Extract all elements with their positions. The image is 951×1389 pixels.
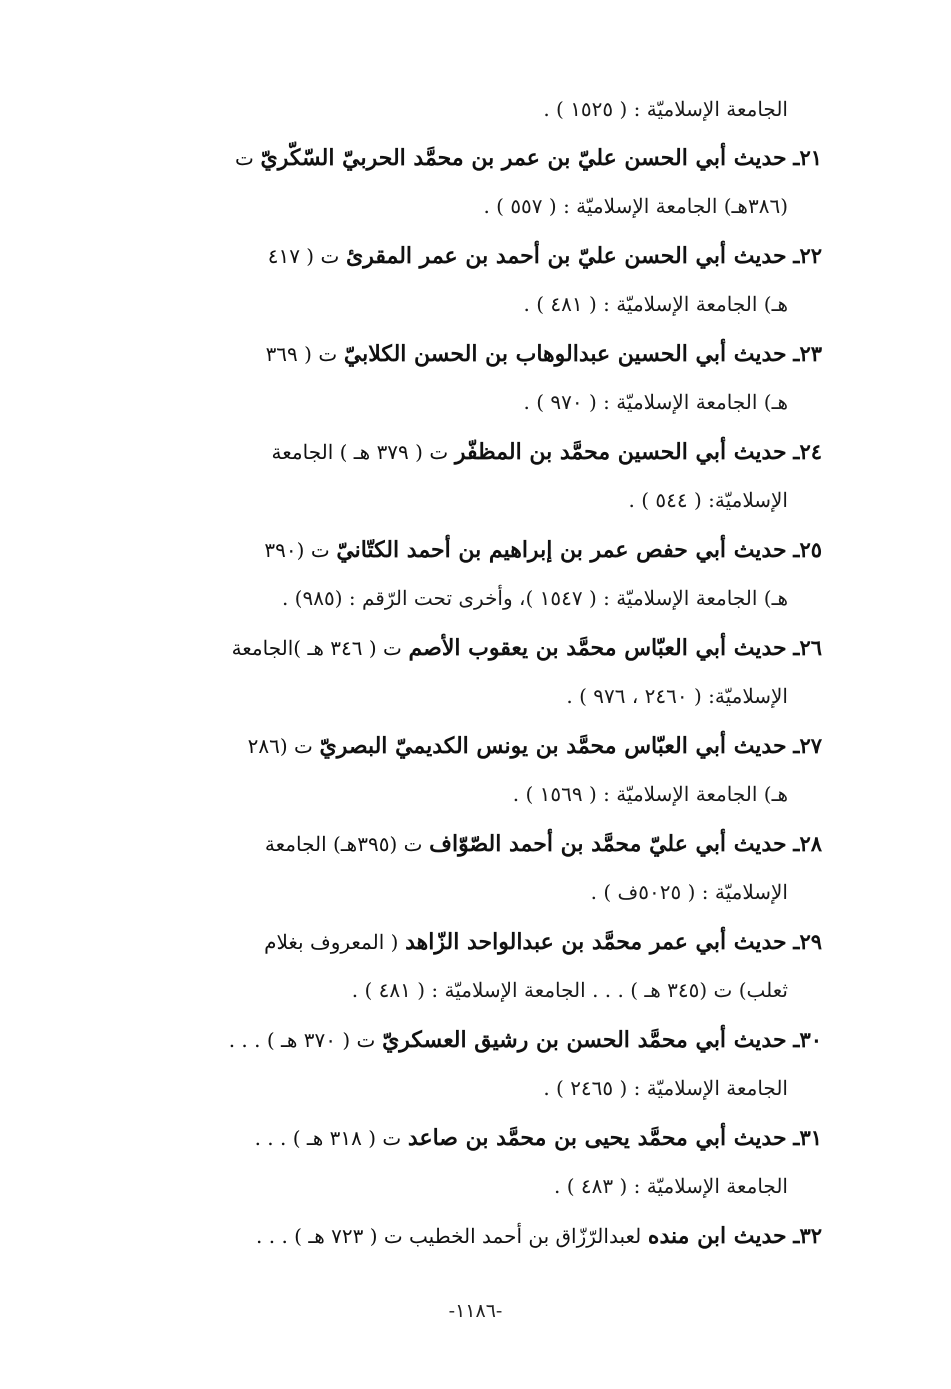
entry-death-date: ت (٢٨٦ (247, 734, 313, 758)
entry-32-heading (100, 1211, 822, 1260)
entry-number: ٣٠ـ (793, 1027, 822, 1052)
entry-number: ٣١ـ (793, 1125, 822, 1150)
entry-death-date: ت (235, 146, 254, 170)
entry-death-date: ت (٣٩٥هـ) الجامعة (264, 832, 423, 856)
entry-title: حديث ابن منده (647, 1223, 787, 1249)
entry-death-date: ت ( ٣٤٦ هـ )الجامعة (231, 636, 402, 660)
entry-22-heading (100, 231, 822, 280)
entry-number: ٢٦ـ (793, 635, 822, 660)
entry-number: ٢٧ـ (793, 733, 822, 758)
entry-number: ٢٢ـ (793, 243, 822, 268)
entry-death-date: لعبدالرّزّاق بن أحمد الخطيب ت ( ٧٢٣ هـ ) . . . (256, 1224, 642, 1248)
entry-21-heading (100, 133, 822, 182)
entry-27-reference: هـ) الجامعة الإسلاميّة : ( ١٥٦٩ ) . (512, 782, 788, 806)
entry-title: حديث أبي محمَّد الحسن بن رشيق العسكريّ (382, 1027, 787, 1053)
entry-26-heading (100, 623, 822, 672)
entry-23-heading (100, 329, 822, 378)
entry-title: حديث أبي محمَّد يحيى بن محمَّد بن صاعد (407, 1125, 787, 1151)
entry-31-reference: الجامعة الإسلاميّة : ( ٤٨٣ ) . (554, 1174, 788, 1198)
top-continuation-line: الجامعة الإسلاميّة : ( ١٥٢٥ ) . (543, 97, 788, 121)
entry-death-date: ت ( ٣٧٠ هـ ) . . . (228, 1028, 376, 1052)
entry-title: حديث أبي الحسين محمَّد بن المظفّر (454, 439, 787, 465)
entry-death-date: ت (٣٩٠ (264, 538, 330, 562)
entry-number: ٢٣ـ (793, 341, 822, 366)
entry-23-reference: هـ) الجامعة الإسلاميّة : ( ٩٧٠ ) . (523, 390, 788, 414)
entry-30-heading (100, 1015, 822, 1064)
entry-title: حديث أبي حفص عمر بن إبراهيم بن أحمد الكتّانيّ (336, 537, 787, 563)
entry-24-heading (100, 427, 822, 476)
page-number: -١١٨٦- (448, 1300, 503, 1322)
entry-title: حديث أبي العبّاس محمَّد بن يعقوب الأصم (408, 635, 787, 661)
entry-number: ٢٥ـ (793, 537, 822, 562)
entry-28-reference: الإسلاميّة : ( ٥٠٢٥ف ) . (590, 880, 788, 904)
hadith-list (100, 86, 822, 1260)
entry-death-date: ت ( ٣٧٩ هـ ) الجامعة (271, 440, 449, 464)
entry-title: حديث أبي عمر محمَّد بن عبدالواحد الزّاهد (405, 929, 787, 955)
entry-number: ٢٩ـ (793, 929, 822, 954)
entry-31-heading (100, 1113, 822, 1162)
entry-30-reference: الجامعة الإسلاميّة : ( ٢٤٦٥ ) . (543, 1076, 788, 1100)
entry-title: حديث أبي الحسين عبدالوهاب بن الحسن الكلابيّ (343, 341, 787, 367)
entry-number: ٢٨ـ (793, 831, 822, 856)
entry-26-reference: الإسلاميّة: ( ٢٤٦٠ ، ٩٧٦ ) . (566, 684, 788, 708)
entry-25-heading (100, 525, 822, 574)
entry-25-reference: هـ) الجامعة الإسلاميّة : ( ١٥٤٧ )، وأخرى تحت الرّقم : (٩٨٥) . (281, 586, 788, 610)
entry-title: حديث أبي الحسن عليّ بن عمر بن محمَّد الحربيّ السّكّريّ (260, 145, 787, 171)
entry-title: حديث أبي الحسن عليّ بن أحمد بن عمر المقرئ (346, 243, 787, 269)
entry-title: حديث أبي العبّاس محمَّد بن يونس الكديميّ البصريّ (319, 733, 787, 759)
entry-number: ٢٤ـ (793, 439, 822, 464)
entry-22-reference: هـ) الجامعة الإسلاميّة : ( ٤٨١ ) . (523, 292, 788, 316)
entry-title: حديث أبي عليّ محمَّد بن أحمد الصّوّاف (429, 831, 787, 857)
entry-27-heading (100, 721, 822, 770)
entry-death-date: ( المعروف بغلام (264, 930, 399, 954)
entry-death-date: ت ( ٣١٨ هـ ) . . . (254, 1126, 402, 1150)
entry-29-reference: ثعلب) ت (٣٤٥ هـ ) . . . الجامعة الإسلاميّة : ( ٤٨١ ) . (351, 978, 788, 1002)
entry-number: ٢١ـ (793, 145, 822, 170)
entry-24-reference: الإسلاميّة: ( ٥٤٤ ) . (628, 488, 788, 512)
entry-death-date: ت ( ٤١٧ (267, 244, 340, 268)
entry-21-reference: (٣٨٦هـ) الجامعة الإسلاميّة : ( ٥٥٧ ) . (483, 194, 788, 218)
entry-29-heading (100, 917, 822, 966)
entry-death-date: ت ( ٣٦٩ (265, 342, 338, 366)
entry-28-heading (100, 819, 822, 868)
entry-number: ٣٢ـ (793, 1223, 822, 1248)
